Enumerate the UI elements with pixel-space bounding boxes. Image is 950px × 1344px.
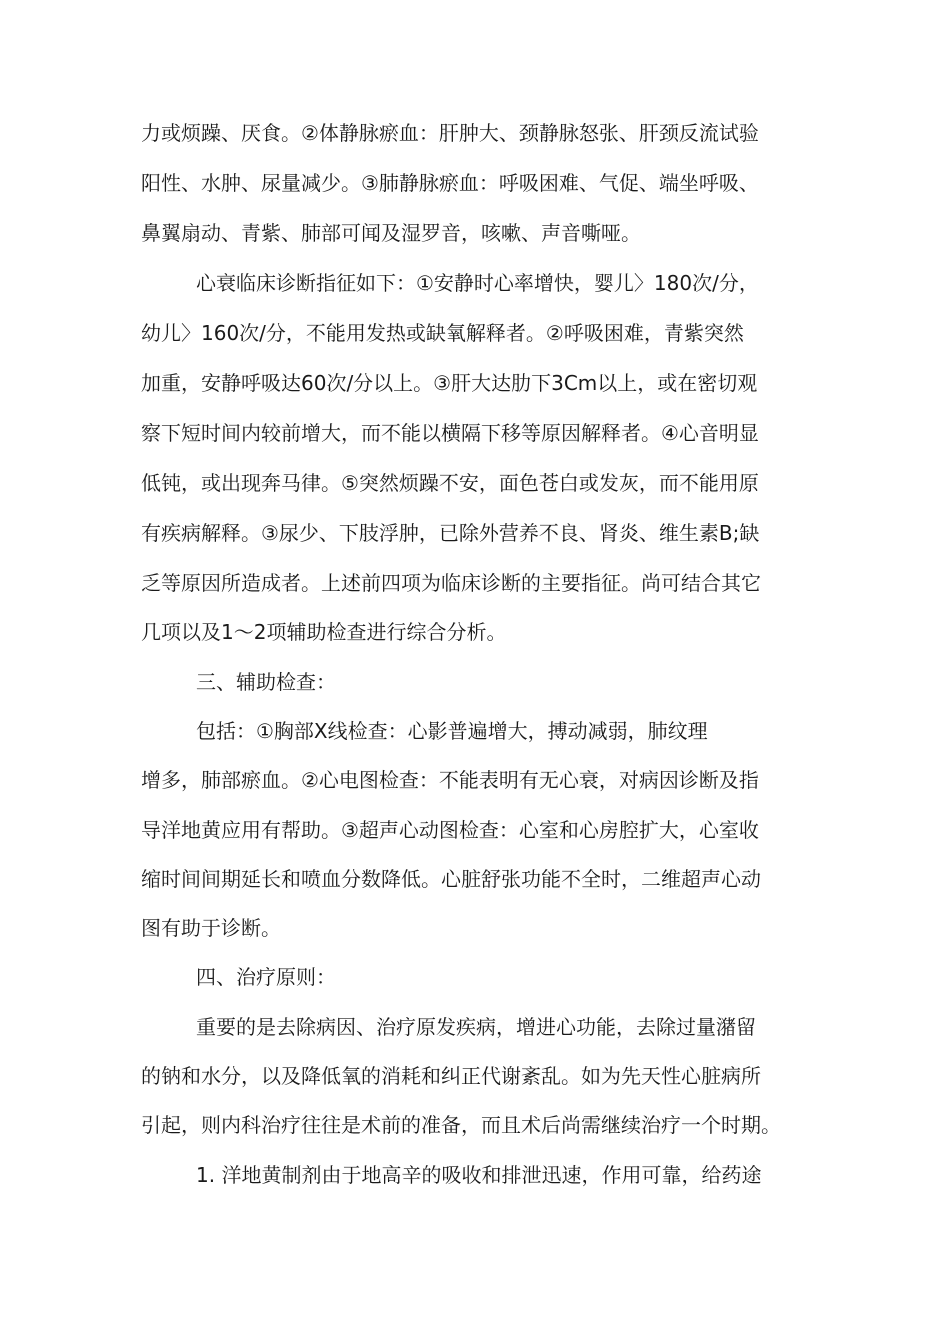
paragraph-heading-line: 心衰临床诊断指征如下：①安静时心率增快，婴儿〉180次/分， xyxy=(196,271,759,295)
text-line: 鼻翼扇动、青紫、肺部可闻及湿罗音，咳嗽、声音嘶哑。 xyxy=(141,221,641,245)
text-line: 低钝，或出现奔马律。⑤突然烦躁不安，面色苍白或发灰，而不能用原 xyxy=(141,471,759,495)
section-heading: 四、治疗原则： xyxy=(196,965,336,989)
text-line: 引起，则内科治疗往往是术前的准备，而且术后尚需继续治疗一个时期。 xyxy=(141,1113,781,1137)
list-item-line: 1. 洋地黄制剂由于地高辛的吸收和排泄迅速，作用可靠，给药途 xyxy=(196,1163,762,1187)
text-line: 力或烦躁、厌食。②体静脉瘀血：肝肿大、颈静脉怒张、肝颈反流试验 xyxy=(141,121,759,145)
text-line: 幼儿〉160次/分，不能用发热或缺氧解释者。②呼吸困难，青紫突然 xyxy=(141,321,744,345)
text-line: 增多，肺部瘀血。②心电图检查：不能表明有无心衰，对病因诊断及指 xyxy=(141,768,759,792)
text-line: 图有助于诊断。 xyxy=(141,916,281,940)
text-line: 乏等原因所造成者。上述前四项为临床诊断的主要指征。尚可结合其它 xyxy=(141,571,761,595)
text-line: 包括：①胸部X线检查：心影普遍增大，搏动减弱，肺纹理 xyxy=(196,719,708,743)
text-line: 几项以及1〜2项辅助检查进行综合分析。 xyxy=(141,620,507,644)
text-line: 的钠和水分，以及降低氧的消耗和纠正代谢紊乱。如为先天性心脏病所 xyxy=(141,1064,761,1088)
text-line: 察下短时间内较前增大，而不能以横隔下移等原因解释者。④心音明显 xyxy=(141,421,759,445)
text-line: 导洋地黄应用有帮助。③超声心动图检查：心室和心房腔扩大，心室收 xyxy=(141,818,759,842)
text-line: 加重，安静呼吸达60次/分以上。③肝大达肋下3Cm以上，或在密切观 xyxy=(141,371,758,395)
text-line: 缩时间间期延长和喷血分数降低。心脏舒张功能不全时，二维超声心动 xyxy=(141,867,761,891)
text-line: 阳性、水肿、尿量减少。③肺静脉瘀血：呼吸困难、气促、端坐呼吸、 xyxy=(141,171,759,195)
text-line: 重要的是去除病因、治疗原发疾病，增进心功能，去除过量潴留 xyxy=(196,1015,756,1039)
text-line: 有疾病解释。③尿少、下肢浮肿，已除外营养不良、肾炎、维生素B;缺 xyxy=(141,521,760,545)
section-heading: 三、辅助检查： xyxy=(196,670,336,694)
